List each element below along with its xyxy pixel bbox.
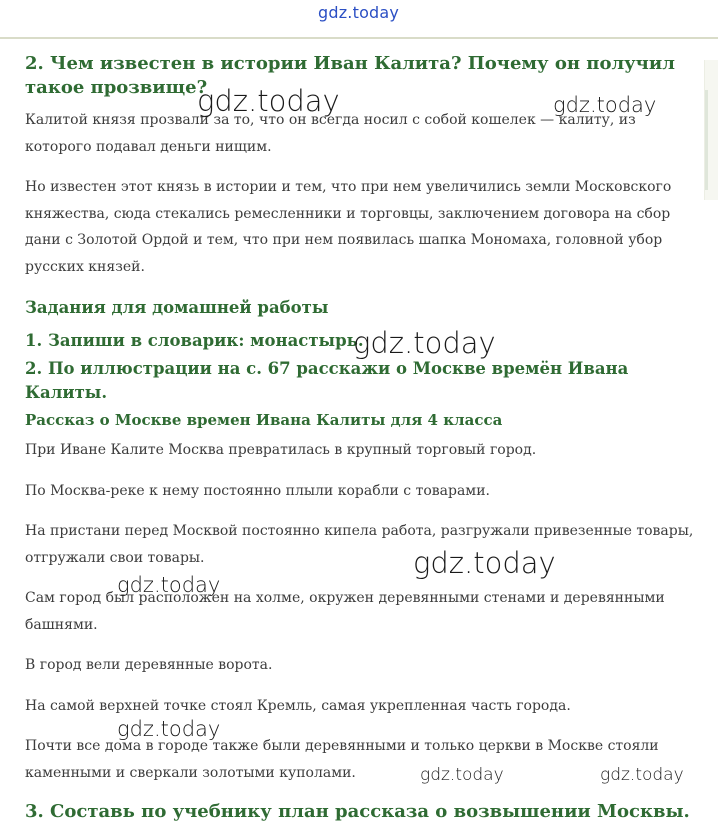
story-paragraph-7: Почти все дома в городе также были деревянными и только церкви в Москве стояли каменными и сверкали золотыми куполами. [25,738,659,781]
homework-task-1: 1. Запиши в словарик: монастырь. [25,331,364,350]
watermark: gdz.today [413,546,556,580]
question-2-heading: 2. Чем известен в истории Иван Калита? Почему он получил такое прозвище? [25,53,675,98]
story-paragraph-4: Сам город был расположен на холме, окружен деревянными стенами и деревянными башнями. [25,590,665,633]
watermark: gdz.today [117,717,221,741]
question-3-heading: 3. Составь по учебнику план рассказа о возвышении Москвы. [25,801,690,822]
watermark: gdz.today [117,573,221,597]
sidebar-edge-stripe [705,90,708,190]
watermark: gdz.today [600,765,684,785]
story-heading: Рассказ о Москве времен Ивана Калиты для 4 класса [25,411,503,429]
homework-heading: Задания для домашней работы [25,298,329,317]
watermark: gdz.today [420,765,504,785]
story-paragraph-1: При Иване Калите Москва превратилась в крупный торговый город. [25,442,537,458]
sidebar-edge [704,60,718,200]
story-paragraph-6: На самой верхней точке стоял Кремль, самая укрепленная часть города. [25,697,571,714]
site-header [0,0,718,38]
story-paragraph-2: По Москва-реке к нему постоянно плыли корабли с товарами. [25,482,490,499]
question-2-paragraph-1: Калитой князя прозвали за то, что он всегда носил с собой кошелек — калиту, из которого подавал деньги нищим. [25,112,636,155]
homework-task-2: 2. По иллюстрации на с. 67 расскажи о Москве времён Ивана Калиты. [25,359,629,402]
story-paragraph-3: На пристани перед Москвой постоянно кипела работа, разгружали привезенные товары, отгружали свои товары. [25,523,694,566]
question-2-paragraph-2: Но известен этот князь в истории и тем, что при нем увеличились земли Московского княжества, сюда стекались ремесленники и торговцы, заключением договора на сбор дани с Золотой Ордой и тем, что при нем появилась шапка Мономаха, головной убор русских князей. [25,179,672,275]
header-divider [0,37,718,39]
story-paragraph-5: В город вели деревянные ворота. [25,657,273,673]
watermark: gdz.today [353,326,496,360]
watermark: gdz.today [553,93,657,117]
article-body [25,52,695,824]
watermark: gdz.today [197,84,340,118]
site-logo[interactable]: gdz.today [318,3,400,22]
